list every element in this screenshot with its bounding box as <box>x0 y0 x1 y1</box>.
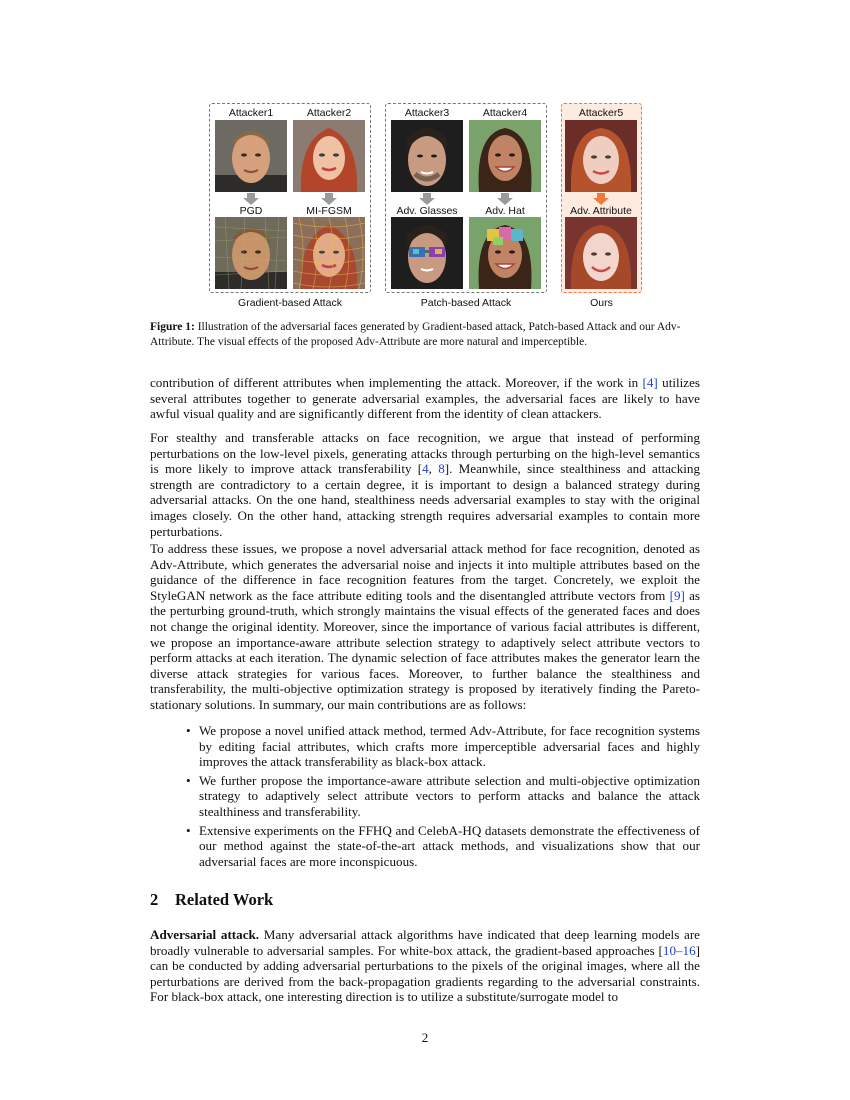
citation-link[interactable]: [4] <box>642 375 658 390</box>
list-item: • Extensive experiments on the FFHQ and CelebA-HQ datasets demonstrate the effectiveness of our method against the state-of-the-art attack methods, and visualizations show that our adversarial faces are more inconspicuous. <box>186 823 700 870</box>
attacker2-label: Attacker2 <box>306 107 352 119</box>
paragraph-text: utilizes several attributes together to generate adversarial examples, the adversarial faces are likely to have awful visual quality and are significantly different from the identity of clean attackers. <box>150 375 700 422</box>
paragraph-text: ] can be conducted by adding adversarial perturbations to the pixels of the original images, where all the perturbations are derived from the back-propagation gradients regarding to the adversarial constraints. For black-box attack, one interesting direction is to utilize a substitute/surrogate model to <box>150 942 700 1005</box>
section-number: 2 <box>150 890 159 909</box>
gradient-attack-title: Gradient-based Attack <box>238 297 342 309</box>
patch-attack-title: Patch-based Attack <box>420 297 512 309</box>
figure-1 <box>0 0 850 360</box>
figure-caption <box>150 320 702 350</box>
paragraph-text: , <box>428 461 439 477</box>
caption-label: Figure 1: <box>150 321 195 333</box>
citation-link[interactable]: 4 <box>422 461 429 477</box>
paragraph-text: ]. Meanwhile, since stealthiness and attacking strength are contradictory to a certain degree, it is important to design a balanced strategy during adversarial attacks. On the one hand, stealthiness needs adversarial examples to stay with the original images closely. On the other hand, attacking strength requires adversarial examples to contain more perturbations. <box>150 461 701 539</box>
attacker5-face <box>565 120 637 192</box>
section-title: Related Work <box>175 890 274 909</box>
attacker5-label: Attacker5 <box>578 107 624 119</box>
pgd-label: PGD <box>239 205 263 217</box>
pgd-adversarial-face <box>215 217 287 289</box>
adv-hat-label: Adv. Hat <box>485 205 525 217</box>
adv-attribute-face <box>565 217 637 289</box>
attacker4-face <box>469 120 541 192</box>
paragraph-text: Many adversarial attack algorithms have indicated that deep learning models are broadly vulnerable to adversarial samples. For white-box attack, the gradient-based approaches [ <box>150 927 700 958</box>
paragraph-3 <box>150 541 700 713</box>
paragraph-text: For stealthy and transferable attacks on face recognition, we argue that instead of performing perturbations on the low-level pixels, generating attacks through perturbing on the high-level semantics is more likely to improve attack transferability [ <box>150 430 700 477</box>
paragraph-1 <box>150 375 700 422</box>
mi-fgsm-label: MI-FGSM <box>306 205 352 217</box>
list-item: • We propose a novel unified attack method, termed Adv-Attribute, for face recognition systems by editing facial attributes, which crafts more imperceptible adversarial faces and highly improves the attack transferability as black-box attack. <box>186 723 700 770</box>
section-heading <box>150 890 273 910</box>
citation-link[interactable]: 8 <box>438 461 445 477</box>
adv-glasses-face <box>391 217 463 289</box>
citation-link[interactable]: [9] <box>669 587 685 603</box>
adv-glasses-label: Adv. Glasses <box>396 205 458 217</box>
paragraph-2 <box>150 430 700 539</box>
paragraph-text: as the perturbing ground-truth, which strongly maintains the visual effects of the generated faces and does not change the original identity. Moreover, since the importance of various facial attributes is different, we propose an importance-aware attribute selection strategy to adaptively select attribute vectors to perform attacks at each iteration. The dynamic selection of face attributes makes the generator learn the diverse attack strategies for various faces. Moreover, to further balance the stealthiness and transferability, the multi-objective optimization strategy is proposed by iteratively finding the Pareto-stationary solutions. In summary, our main contributions are as follows: <box>150 587 700 712</box>
adv-attribute-label: Adv. Attribute <box>570 205 632 217</box>
contributions-list <box>186 723 700 872</box>
attacker1-face <box>215 120 287 192</box>
adv-hat-face <box>469 217 541 289</box>
paragraph-4 <box>150 927 700 1005</box>
attacker3-label: Attacker3 <box>404 107 450 119</box>
ours-title: Ours <box>590 297 613 309</box>
attacker4-label: Attacker4 <box>482 107 528 119</box>
mi-fgsm-adversarial-face <box>293 217 365 289</box>
list-item: • We further propose the importance-aware attribute selection and multi-objective optimization strategy to adaptively select attribute vectors to perform attacks and balance the attack stealthiness and transferability. <box>186 773 700 820</box>
page-number: 2 <box>421 1030 429 1045</box>
attacker3-face <box>391 120 463 192</box>
citation-link[interactable]: 10–16 <box>662 942 696 958</box>
attacker1-label: Attacker1 <box>228 107 274 119</box>
attacker2-face <box>293 120 365 192</box>
caption-text: Illustration of the adversarial faces generated by Gradient-based attack, Patch-based Attack and our Adv-Attribute. The visual effects of the proposed Adv-Attribute are more natural and imperceptible. <box>150 321 681 348</box>
paragraph-text: To address these issues, we propose a novel adversarial attack method for face recognition, denoted as Adv-Attribute, which generates the adversarial noise and injects it into multiple attributes based on the guidance of the difference in face recognition features from the target. Concretely, we exploit the StyleGAN network as the face attribute editing tools and the disentangled attribute vectors from <box>150 541 700 603</box>
paragraph-lead: Adversarial attack. <box>150 927 260 942</box>
paragraph-text: contribution of different attributes when implementing the attack. Moreover, if the work in <box>150 375 643 390</box>
